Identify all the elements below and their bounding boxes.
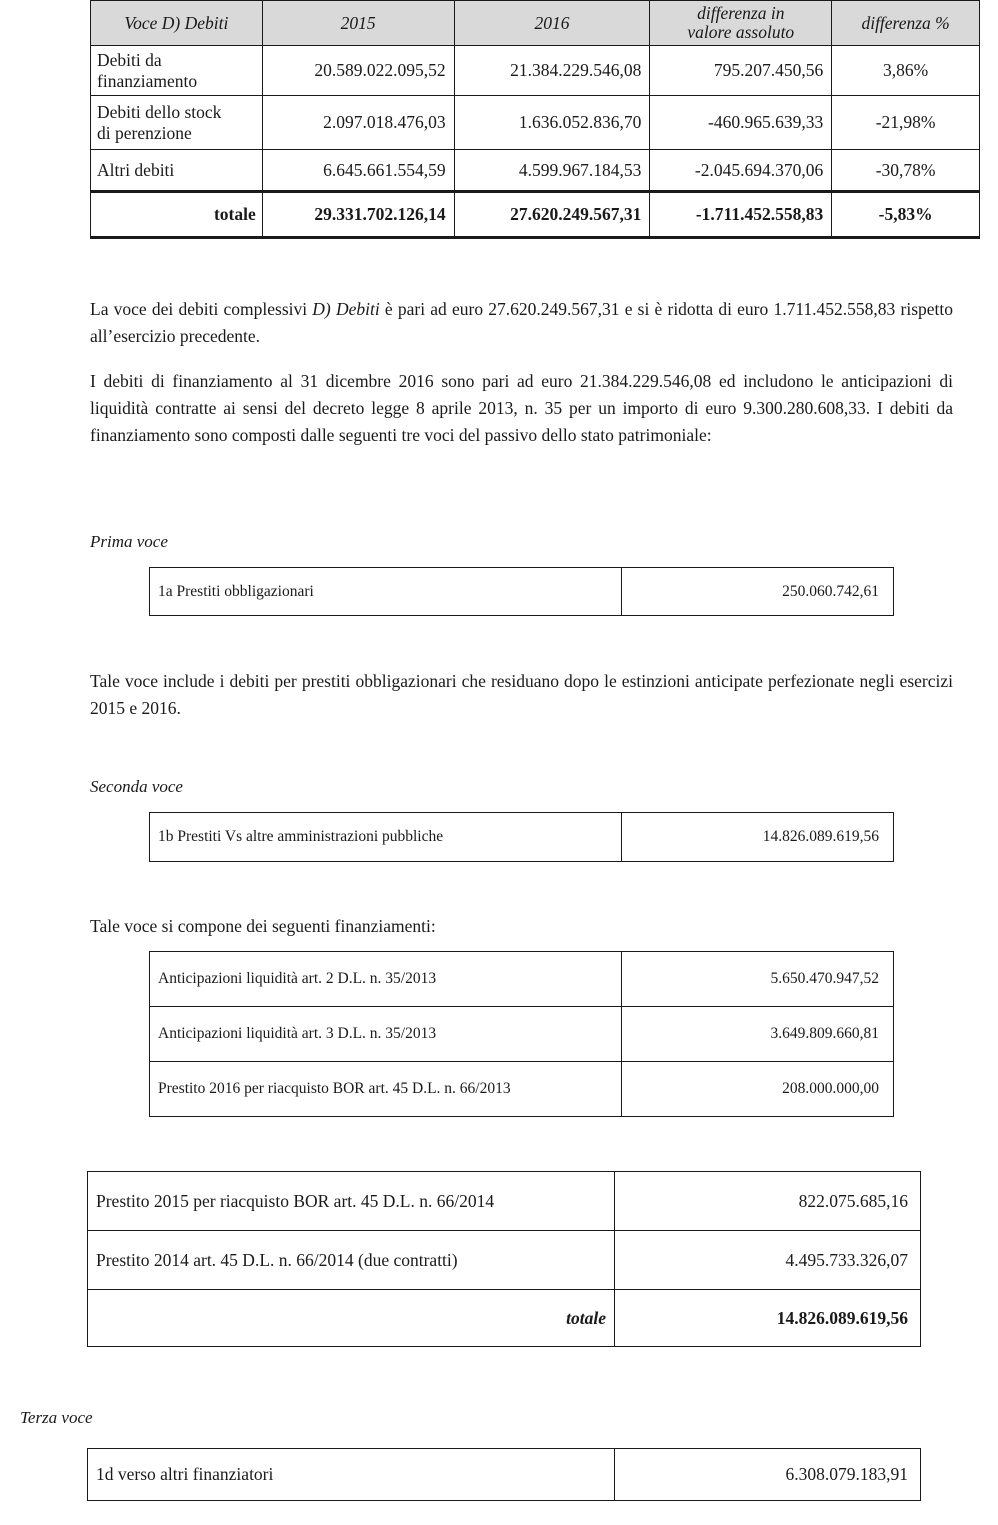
finanziamenti-table xyxy=(149,951,894,1117)
finanziamenti-total-label: totale xyxy=(88,1290,615,1347)
cell-2015: 20.589.022.095,52 xyxy=(262,46,454,96)
table-row xyxy=(150,568,894,616)
paragraph-composizione: Tale voce si compone dei seguenti finanziamenti: xyxy=(90,916,436,936)
row-label xyxy=(91,96,263,150)
table-row xyxy=(150,952,894,1007)
cell-2016: 4.599.967.184,53 xyxy=(454,150,650,192)
cell-diff: -2.045.694.370,06 xyxy=(650,150,832,192)
table-header-row xyxy=(91,1,980,46)
finanziamento-value: 3.649.809.660,81 xyxy=(622,1007,894,1062)
table-row xyxy=(91,46,980,96)
para1-text-after: è pari ad euro 27.620.249.567,31 e si è ridotta di euro 1.711.452.558,83 rispetto all’esercizio precedente. xyxy=(90,299,953,346)
finanziamento-label: Anticipazioni liquidità art. 3 D.L. n. 35/2013 xyxy=(150,1007,622,1062)
total-diff: -1.711.452.558,83 xyxy=(650,192,832,238)
finanziamento-value: 822.075.685,16 xyxy=(615,1172,921,1231)
total-2016: 27.620.249.567,31 xyxy=(454,192,650,238)
paragraph-debiti-summary xyxy=(90,296,953,350)
caption-seconda-voce: Seconda voce xyxy=(90,777,183,796)
row-label xyxy=(91,46,263,96)
header-2015: 2015 xyxy=(262,1,454,46)
prima-voce-value: 250.060.742,61 xyxy=(622,568,894,616)
cell-2016: 21.384.229.546,08 xyxy=(454,46,650,96)
table-row xyxy=(150,1007,894,1062)
cell-2015: 2.097.018.476,03 xyxy=(262,96,454,150)
header-diff-pct: differenza % xyxy=(832,1,980,46)
row-label: Altri debiti xyxy=(91,150,263,192)
finanziamento-value: 4.495.733.326,07 xyxy=(615,1231,921,1290)
cell-pct: 3,86% xyxy=(832,46,980,96)
row-label-line1: Debiti dello stock xyxy=(97,101,222,122)
header-diff-line1: differenza in xyxy=(697,3,785,23)
table-row xyxy=(150,813,894,862)
table-row xyxy=(88,1172,921,1231)
row-label-line1: Debiti da xyxy=(97,49,162,70)
finanziamento-label: Prestito 2016 per riacquisto BOR art. 45 D.L. n. 66/2013 xyxy=(150,1062,622,1117)
caption-terza-voce: Terza voce xyxy=(20,1408,93,1427)
prima-voce-table xyxy=(149,567,894,616)
terza-voce-label: 1d verso altri finanziatori xyxy=(88,1449,615,1501)
finanziamento-label: Prestito 2015 per riacquisto BOR art. 45 D.L. n. 66/2014 xyxy=(88,1172,615,1231)
paragraph-prestiti-obbligazionari: Tale voce include i debiti per prestiti obbligazionari che residuano dopo le estinzioni anticipate perfezionate negli esercizi 2015 e 2016. xyxy=(90,671,953,718)
table-row xyxy=(88,1449,921,1501)
terza-voce-table xyxy=(87,1448,921,1501)
header-2016: 2016 xyxy=(454,1,650,46)
total-label: totale xyxy=(91,192,263,238)
cell-diff: 795.207.450,56 xyxy=(650,46,832,96)
debiti-summary-table xyxy=(90,0,980,239)
row-label-line2: finanziamento xyxy=(97,70,198,91)
total-pct: -5,83% xyxy=(832,192,980,238)
seconda-voce-table xyxy=(149,812,894,862)
paragraph-debiti-finanziamento: I debiti di finanziamento al 31 dicembre 2016 sono pari ad euro 21.384.229.546,08 ed includono le anticipazioni di liquidità contratte ai sensi del decreto legge 8 aprile 2013, n. 35 per un importo di euro 9.300.280.608,33. I debiti da finanziamento sono composti dalle seguenti tre voci del passivo dello stato patrimoniale: xyxy=(90,371,953,445)
total-2015: 29.331.702.126,14 xyxy=(262,192,454,238)
cell-pct: -21,98% xyxy=(832,96,980,150)
caption-prima-voce: Prima voce xyxy=(90,532,168,551)
total-row xyxy=(88,1290,921,1347)
table-row xyxy=(91,96,980,150)
header-voce: Voce D) Debiti xyxy=(91,1,263,46)
header-diff-line2: valore assoluto xyxy=(687,22,795,42)
total-row xyxy=(91,192,980,238)
cell-2016: 1.636.052.836,70 xyxy=(454,96,650,150)
prima-voce-label: 1a Prestiti obbligazionari xyxy=(150,568,622,616)
finanziamento-value: 5.650.470.947,52 xyxy=(622,952,894,1007)
table-row xyxy=(150,1062,894,1117)
para1-italic-term: D) Debiti xyxy=(312,299,380,319)
finanziamenti-total-value: 14.826.089.619,56 xyxy=(615,1290,921,1347)
cell-diff: -460.965.639,33 xyxy=(650,96,832,150)
cell-pct: -30,78% xyxy=(832,150,980,192)
table-row xyxy=(91,150,980,192)
finanziamento-value: 208.000.000,00 xyxy=(622,1062,894,1117)
table-row xyxy=(88,1231,921,1290)
header-diff-abs xyxy=(650,1,832,46)
seconda-voce-value: 14.826.089.619,56 xyxy=(622,813,894,862)
para1-text-before: La voce dei debiti complessivi xyxy=(90,299,313,319)
finanziamento-label: Prestito 2014 art. 45 D.L. n. 66/2014 (due contratti) xyxy=(88,1231,615,1290)
finanziamenti-continuation-table xyxy=(87,1171,921,1347)
cell-2015: 6.645.661.554,59 xyxy=(262,150,454,192)
seconda-voce-label: 1b Prestiti Vs altre amministrazioni pubbliche xyxy=(150,813,622,862)
terza-voce-value: 6.308.079.183,91 xyxy=(615,1449,921,1501)
row-label-line2: di perenzione xyxy=(97,122,192,143)
finanziamento-label: Anticipazioni liquidità art. 2 D.L. n. 35/2013 xyxy=(150,952,622,1007)
